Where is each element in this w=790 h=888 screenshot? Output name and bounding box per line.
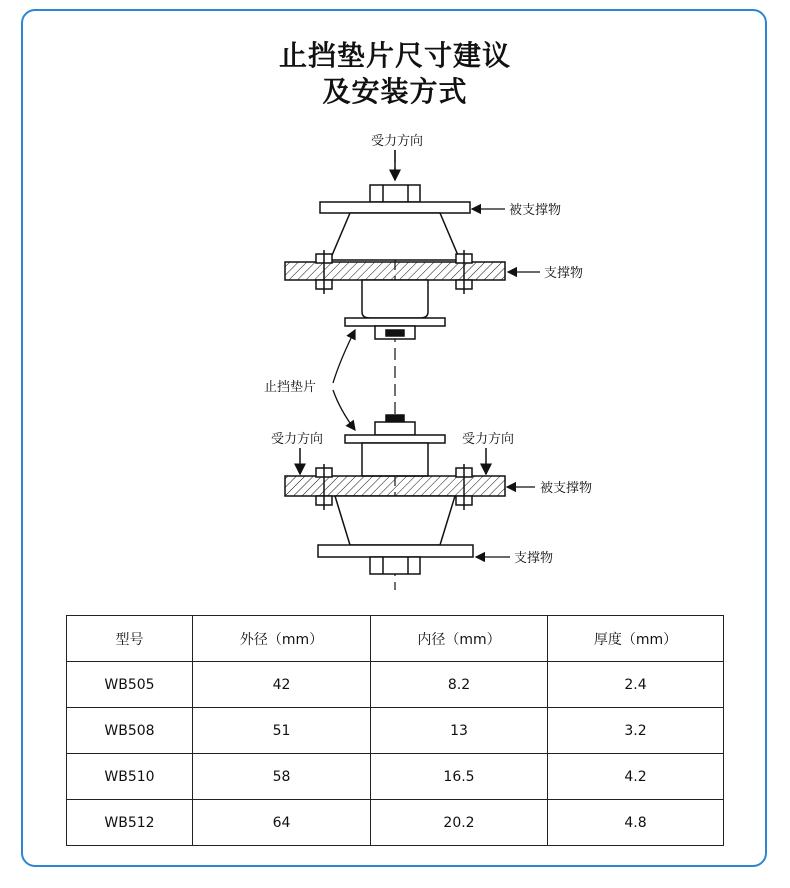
- supported-plate-lower: [285, 476, 505, 496]
- header-inner-diameter: 内径（mm）: [371, 616, 548, 662]
- spec-table: [66, 615, 724, 846]
- installation-diagram: [0, 120, 790, 590]
- header-outer-diameter: 外径（mm）: [193, 616, 371, 662]
- cell-thickness: 2.4: [548, 662, 724, 708]
- label-supported-bottom: 被支撑物: [540, 481, 593, 496]
- header-thickness: 厚度（mm）: [548, 616, 724, 662]
- table-header-row: [67, 616, 724, 662]
- cell-model: WB508: [67, 708, 193, 754]
- table-row: [67, 800, 724, 846]
- cell-outer: 51: [193, 708, 371, 754]
- top-nut: [370, 185, 420, 202]
- cell-inner: 13: [371, 708, 548, 754]
- cell-thickness: 4.8: [548, 800, 724, 846]
- washer-upper: [345, 318, 445, 326]
- cell-outer: 58: [193, 754, 371, 800]
- cell-thickness: 3.2: [548, 708, 724, 754]
- cell-outer: 42: [193, 662, 371, 708]
- rubber-cone-upper: [330, 213, 460, 260]
- bottom-nut: [370, 557, 420, 574]
- cell-model: WB505: [67, 662, 193, 708]
- label-support-bottom: 支撑物: [514, 551, 554, 566]
- table-row: [67, 708, 724, 754]
- page-subtitle: 及安装方式: [322, 75, 468, 108]
- label-supported-top: 被支撑物: [509, 203, 562, 218]
- cell-model: WB512: [67, 800, 193, 846]
- label-washer: 止挡垫片: [264, 380, 317, 395]
- page-title: 止挡垫片尺寸建议: [278, 39, 511, 72]
- header-model: 型号: [67, 616, 193, 662]
- cell-inner: 8.2: [371, 662, 548, 708]
- label-force-left: 受力方向: [271, 432, 324, 447]
- support-plate-bottom: [318, 545, 473, 557]
- support-plate-top: [285, 262, 505, 280]
- cell-inner: 20.2: [371, 800, 548, 846]
- cell-model: WB510: [67, 754, 193, 800]
- cell-thickness: 4.2: [548, 754, 724, 800]
- table-row: [67, 754, 724, 800]
- cell-outer: 64: [193, 800, 371, 846]
- washer-lower: [345, 435, 445, 443]
- label-support-top: 支撑物: [544, 266, 584, 281]
- supported-plate-top: [320, 202, 470, 213]
- table-row: [67, 662, 724, 708]
- label-force-top: 受力方向: [371, 134, 424, 149]
- rubber-cone-lower: [335, 496, 455, 545]
- cell-inner: 16.5: [371, 754, 548, 800]
- label-force-right: 受力方向: [462, 432, 515, 447]
